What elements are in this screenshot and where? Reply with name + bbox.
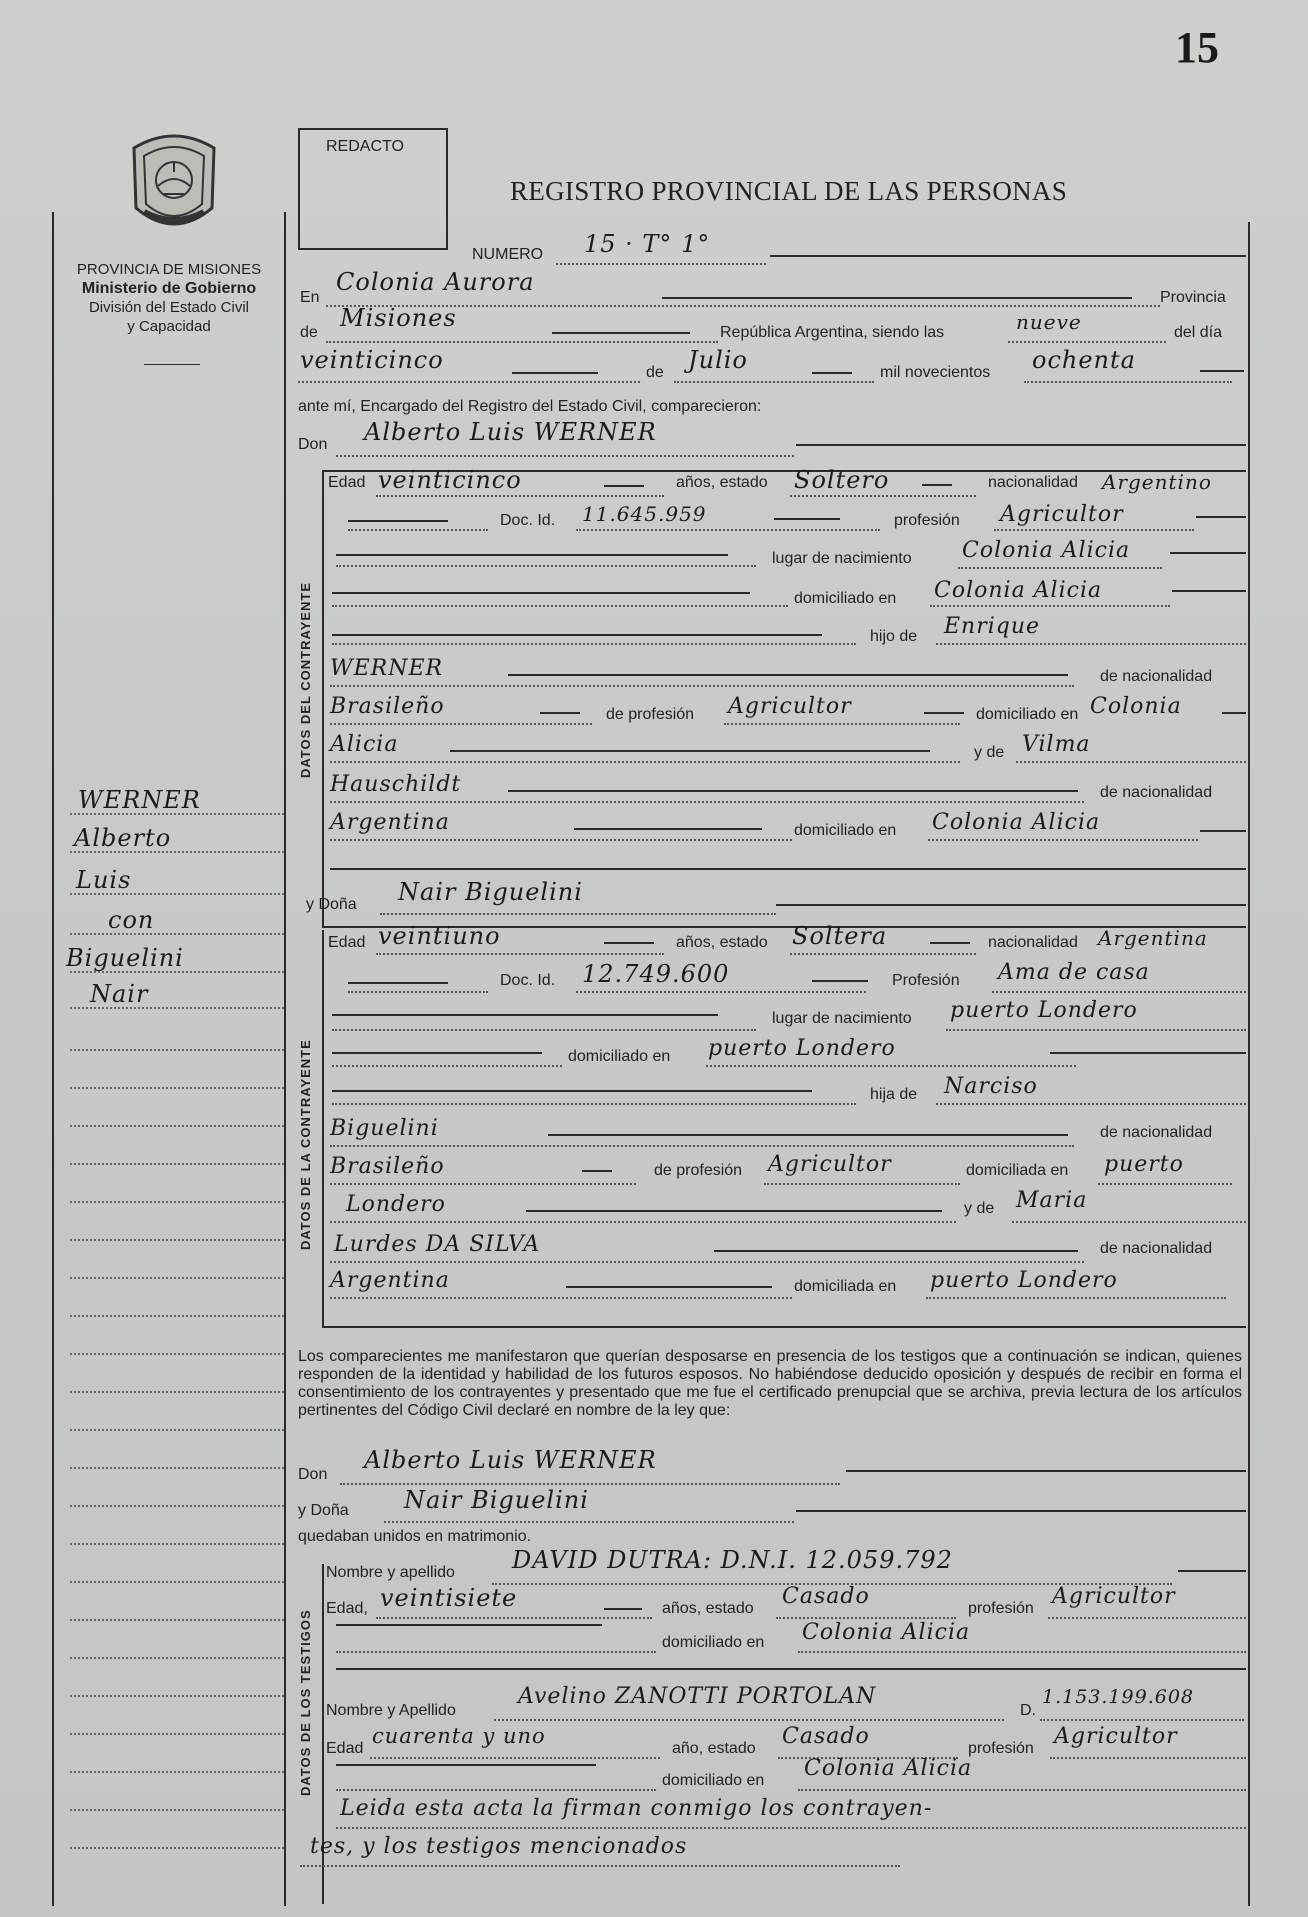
de-profesion-label: de profesión — [606, 706, 695, 723]
t2-estado-label: año, estado — [672, 1740, 756, 1757]
t2-profesion-label: profesión — [968, 1740, 1034, 1757]
ministry-label: Ministerio de Gobierno — [81, 280, 257, 297]
padre-domicilio-1: Colonia — [1090, 694, 1182, 719]
margin-note-6: Nair — [90, 980, 149, 1008]
hijo-de-label: hijo de — [870, 628, 918, 645]
t2-domicilio-label: domiciliado en — [662, 1772, 765, 1789]
t1-nombre-label: Nombre y apellido — [326, 1564, 455, 1581]
hija-de-label: hija de — [870, 1086, 918, 1103]
domicilio-label: domiciliado en — [794, 590, 897, 607]
contrayenta-edad-label: Edad — [328, 934, 366, 951]
contrayenta-padre-nacionalidad: Brasileño — [330, 1154, 445, 1179]
profesion-label: profesión — [894, 512, 960, 529]
contrayente-estado: Soltero — [794, 466, 890, 494]
union-dona-label: y Doña — [298, 1502, 349, 1519]
provincia-label: Provincia — [1160, 289, 1226, 306]
provincial-seal — [124, 128, 224, 240]
contrayenta-estado-label: años, estado — [676, 934, 768, 951]
t1-domicilio-label: domiciliado en — [662, 1634, 765, 1651]
contrayenta-padre-domicilio-1: puerto — [1104, 1152, 1184, 1177]
contrayenta-madre-domicilio: puerto Londero — [930, 1268, 1118, 1293]
contrayenta-padre-profesion: Agricultor — [768, 1152, 892, 1177]
hora-value: nueve — [1016, 310, 1082, 334]
numero-label: NUMERO — [472, 246, 544, 263]
closing-line-1: Leida esta acta la firman conmigo los contrayen- — [340, 1796, 933, 1821]
t1-estado: Casado — [782, 1584, 870, 1609]
redacto-box — [298, 128, 448, 250]
padre-domicilio-label: domiciliado en — [976, 706, 1079, 723]
estado-label: años, estado — [676, 474, 768, 491]
t2-edad-label: Edad — [326, 1740, 364, 1757]
contrayenta-de-nacionalidad-label: de nacionalidad — [1100, 1124, 1213, 1141]
numero-value: 15 · T° 1° — [584, 230, 711, 258]
union-dona-value: Nair Biguelini — [404, 1486, 589, 1514]
contrayente-section-label: DATOS DEL CONTRAYENTE — [298, 581, 313, 778]
contrayenta-domicilio: puerto Londero — [708, 1036, 896, 1061]
de-nacionalidad-label: de nacionalidad — [1100, 668, 1213, 685]
contrayenta-edad: veintiuno — [378, 922, 501, 950]
margin-note-2: Alberto — [74, 824, 172, 852]
contrayenta-nacionalidad-label: nacionalidad — [988, 934, 1078, 951]
t1-nombre: DAVID DUTRA: D.N.I. 12.059.792 — [512, 1546, 953, 1574]
anio-value: ochenta — [1032, 346, 1136, 374]
madre-nacionalidad: Argentina — [330, 810, 450, 835]
margin-note-4: con — [108, 906, 155, 934]
madre-domicilio: Colonia Alicia — [932, 810, 1101, 835]
t1-edad-label: Edad, — [326, 1600, 368, 1617]
contrayenta-madre-domicilio-label: domiciliada en — [794, 1278, 897, 1295]
page-number: 15 — [1175, 23, 1219, 72]
contrayenta-nombre: Nair Biguelini — [398, 878, 583, 906]
dia-value: veinticinco — [300, 346, 444, 374]
t2-profesion: Agricultor — [1054, 1724, 1178, 1749]
document-title: REGISTRO PROVINCIAL DE LAS PERSONAS — [510, 176, 1068, 206]
t2-doc: 1.153.199.608 — [1042, 1686, 1195, 1708]
capacity-label: y Capacidad — [127, 318, 211, 335]
doc-label: Doc. Id. — [500, 512, 556, 529]
testigos-section-label: DATOS DE LOS TESTIGOS — [298, 1609, 313, 1796]
t2-doc-label: D. — [1020, 1702, 1036, 1719]
madre-de-nacionalidad-label: de nacionalidad — [1100, 784, 1213, 801]
t2-domicilio: Colonia Alicia — [804, 1756, 973, 1781]
closing-line-2: tes, y los testigos mencionados — [310, 1834, 688, 1859]
t2-estado: Casado — [782, 1724, 870, 1749]
en-label: En — [300, 289, 320, 306]
contrayenta-padre: Narciso — [944, 1074, 1038, 1099]
redacto-label: REDACTO — [326, 138, 404, 155]
y-de-label: y de — [974, 744, 1005, 761]
margin-note-1: WERNER — [78, 786, 201, 814]
contrayenta-domicilio-label: domiciliado en — [568, 1048, 671, 1065]
t1-profesion-label: profesión — [968, 1600, 1034, 1617]
contrayenta-doc: 12.749.600 — [582, 960, 730, 988]
mes-value: Julio — [688, 346, 748, 374]
madre-domicilio-label: domiciliado en — [794, 822, 897, 839]
margin-note-3: Luis — [76, 866, 132, 894]
contrayente-domicilio: Colonia Alicia — [934, 578, 1103, 603]
contrayenta-section-label: DATOS DE LA CONTRAYENTE — [298, 1039, 313, 1250]
padre-nacionalidad: Brasileño — [330, 694, 445, 719]
contrayente-edad: veinticinco — [378, 466, 522, 494]
t1-estado-label: años, estado — [662, 1600, 754, 1617]
lugar-nacimiento-label: lugar de nacimiento — [772, 550, 912, 567]
contrayente-nombre: Alberto Luis WERNER — [364, 418, 657, 446]
union-don-label: Don — [298, 1466, 328, 1483]
del-dia-label: del día — [1174, 324, 1223, 341]
contrayenta-madre-apellido: Lurdes DA SILVA — [334, 1232, 541, 1257]
margin-note-5: Biguelini — [66, 944, 184, 972]
contrayente-nacionalidad: Argentino — [1102, 470, 1212, 494]
declaration-paragraph: Los comparecientes me manifestaron que querían desposarse en presencia de los testigos que a continuación se indican, quienes responden de la identidad y habilidad de los futuros esposos. No habiéndose deducido oposición y después de recibir en forma el consentimiento de los contrayentes y presentado que me fue el certificado prenupcial que se archiva, previa lectura de los artículos pertinentes del Código Civil declaré en nombre de la ley que: — [298, 1348, 1242, 1419]
provincia-value: Misiones — [340, 304, 457, 332]
division-label: División del Estado Civil — [88, 299, 250, 316]
dona-label: y Doña — [306, 896, 357, 913]
province-label: PROVINCIA DE MISIONES — [76, 261, 262, 278]
contrayenta-madre-nacionalidad: Argentina — [330, 1268, 450, 1293]
t2-nombre: Avelino ZANOTTI PORTOLAN — [518, 1684, 877, 1709]
padre-domicilio-2: Alicia — [330, 732, 399, 757]
contrayenta-de-profesion-label: de profesión — [654, 1162, 743, 1179]
edad-label: Edad — [328, 474, 366, 491]
madre-apellido: Hauschildt — [330, 772, 462, 797]
de-label: de — [300, 324, 318, 341]
contrayenta-doc-label: Doc. Id. — [500, 972, 556, 989]
contrayenta-y-de-label: y de — [964, 1200, 995, 1217]
contrayenta-nacionalidad: Argentina — [1098, 926, 1208, 950]
contrayenta-profesion: Ama de casa — [998, 960, 1150, 985]
contrayenta-estado: Soltera — [792, 922, 888, 950]
padre-apellido: WERNER — [330, 656, 444, 681]
t2-nombre-label: Nombre y Apellido — [326, 1702, 456, 1719]
de-mes-label: de — [646, 364, 664, 381]
contrayenta-padre-domicilio-label: domiciliada en — [966, 1162, 1069, 1179]
padre-profesion: Agricultor — [728, 694, 852, 719]
t1-edad: veintisiete — [380, 1584, 518, 1612]
republica-label: República Argentina, siendo las — [720, 324, 945, 341]
issuing-authority — [54, 260, 284, 336]
nacionalidad-label: nacionalidad — [988, 474, 1078, 491]
t1-profesion: Agricultor — [1052, 1584, 1176, 1609]
unidos-label: quedaban unidos en matrimonio. — [298, 1528, 532, 1545]
ante-mi-label: ante mí, Encargado del Registro del Estado Civil, comparecieron: — [298, 398, 762, 415]
contrayenta-madre: Maria — [1016, 1188, 1088, 1213]
contrayente-profesion: Agricultor — [1000, 502, 1124, 527]
t2-edad: cuarenta y uno — [372, 1724, 546, 1748]
contrayenta-lugar-label: lugar de nacimiento — [772, 1010, 912, 1027]
localidad-value: Colonia Aurora — [336, 268, 535, 296]
contrayente-lugar: Colonia Alicia — [962, 538, 1131, 563]
contrayente-doc: 11.645.959 — [582, 502, 707, 526]
contrayenta-profesion-label: Profesión — [892, 972, 960, 989]
madre-nombre: Vilma — [1022, 732, 1091, 757]
don-label: Don — [298, 436, 328, 453]
contrayenta-padre-domicilio-2: Londero — [346, 1192, 446, 1217]
mil-novecientos-label: mil novecientos — [880, 364, 991, 381]
contrayente-padre: Enrique — [944, 614, 1041, 639]
union-don-value: Alberto Luis WERNER — [364, 1446, 657, 1474]
contrayenta-madre-de-nacionalidad-label: de nacionalidad — [1100, 1240, 1213, 1257]
contrayenta-padre-apellido: Biguelini — [330, 1116, 439, 1141]
contrayenta-lugar: puerto Londero — [950, 998, 1138, 1023]
t1-domicilio: Colonia Alicia — [802, 1620, 971, 1645]
